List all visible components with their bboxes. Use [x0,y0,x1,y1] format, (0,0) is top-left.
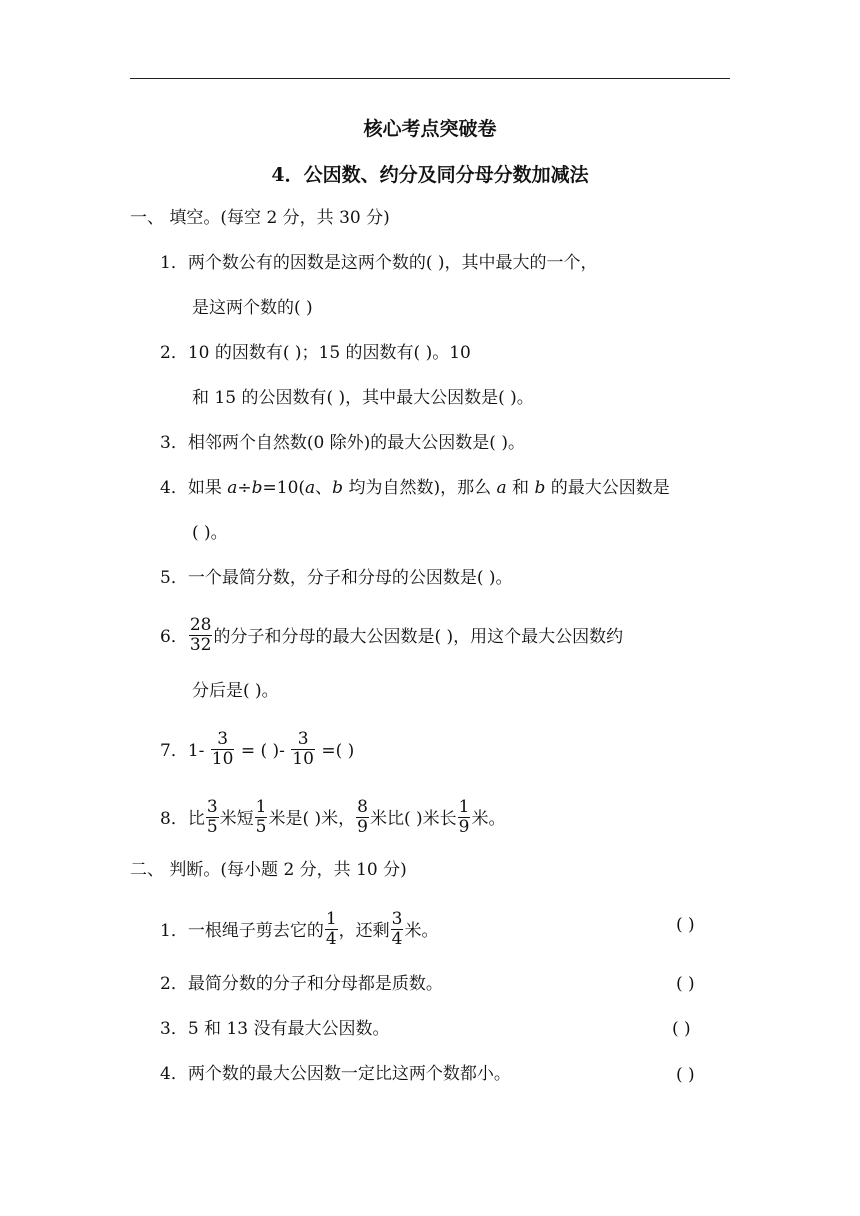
s1-q6-line2: 分后是( )。 [192,681,279,701]
q7-mid: = ( )- [235,741,291,761]
s2-q2-answer-paren[interactable]: ( ) [676,974,695,994]
s1-q4-line2: ( )。 [192,523,228,543]
q7-f1-denominator: 10 [211,749,234,769]
q7-f2-numerator: 3 [291,730,315,750]
q7-prefix: 7．1- [160,741,210,761]
q8-f3-numerator: 8 [357,797,368,817]
q8-text-1: 米短 [219,809,254,829]
q8-f1-numerator: 3 [206,797,218,817]
q8-f1-denominator: 5 [206,817,218,837]
section1-heading: 一、 填空。(每空 2 分，共 30 分) [130,208,390,228]
q8-f4-denominator: 9 [458,817,470,837]
q7-f2-denominator: 10 [292,749,314,769]
s1-q8 [160,797,506,839]
q4-text-a: 4．如果 [160,478,228,498]
q4-var-a3: a [496,478,507,498]
q8-prefix: 8．比 [160,809,205,829]
s2-q1-f1-denominator: 4 [325,929,337,949]
q8-f3-denominator: 9 [357,817,368,837]
q4-var-b2: b [332,478,344,498]
s1-q4-line1 [160,476,670,500]
s1-q6-line1 [160,615,624,657]
q4-div: ÷ [237,478,252,498]
q6-fraction [189,616,213,655]
q7-fraction-1 [211,730,235,769]
s2-q1-prefix: 1．一根绳子剪去它的 [160,921,324,941]
s2-q4-answer-paren[interactable]: ( ) [676,1065,695,1085]
s2-q1-end: 米。 [404,921,439,941]
q4-var-a2: a [305,478,316,498]
s2-q1-answer-paren[interactable]: ( ) [676,915,695,935]
s2-q4: 4．两个数的最大公因数一定比这两个数都小。 [160,1064,511,1084]
q8-f4-numerator: 1 [458,797,470,817]
s1-q7 [160,729,355,771]
q6-frac-numerator: 28 [189,615,212,635]
section2-heading: 二、 判断。(每小题 2 分，共 10 分) [130,860,407,880]
q4-var-b3: b [534,478,546,498]
s1-q2-line2: 和 15 的公因数有( )，其中最大公因数是( )。 [192,388,534,408]
s1-q5: 5．一个最简分数，分子和分母的公因数是( )。 [160,568,513,588]
page-subtitle: 4．公因数、约分及同分母分数加减法 [271,164,589,186]
q4-sep: 、 [315,478,333,498]
q8-fraction-2 [255,798,268,837]
s2-q3-answer-paren[interactable]: ( ) [672,1019,691,1039]
q8-fraction-3 [356,798,369,837]
q6-text: 的分子和分母的最大公因数是( )，用这个最大公因数约 [213,627,624,647]
s1-q3: 3．相邻两个自然数(0 除外)的最大公因数是( )。 [160,433,525,453]
q8-text-4: 米。 [471,809,506,829]
s2-q1-fraction-1 [325,910,338,949]
page-title: 核心考点突破卷 [363,118,497,140]
s2-q1-f2-denominator: 4 [391,929,403,949]
q6-frac-denominator: 32 [189,635,212,655]
q7-end: =( ) [315,741,355,761]
top-rule [130,78,730,79]
q7-f1-numerator: 3 [211,730,235,750]
q4-text-b: =10( [262,478,306,498]
q4-var-a: a [227,478,238,498]
q6-prefix: 6． [160,627,188,647]
s2-q1-f2-numerator: 3 [391,909,403,929]
q8-f2-numerator: 1 [255,797,267,817]
q8-fraction-1 [206,798,219,837]
q4-var-b: b [251,478,263,498]
q8-f2-denominator: 5 [255,817,267,837]
q8-fraction-4 [458,798,471,837]
s2-q1 [160,909,439,951]
s2-q3: 3．5 和 13 没有最大公因数。 [160,1019,390,1039]
q8-text-3: 米比( )米长 [369,809,457,829]
q4-text-c: 均为自然数)，那么 [343,478,497,498]
q4-and: 和 [506,478,535,498]
s1-q1-line2: 是这两个数的( ) [192,298,313,318]
s1-q1-line1: 1．两个数公有的因数是这两个数的( )，其中最大的一个， [160,253,598,273]
s2-q2: 2．最简分数的分子和分母都是质数。 [160,974,443,994]
q7-fraction-2 [291,730,315,769]
s1-q2-line1: 2．10 的因数有( )；15 的因数有( )。10 [160,343,471,363]
s2-q1-fraction-2 [391,910,404,949]
q8-text-2: 米是( )米， [268,809,356,829]
s2-q1-f1-numerator: 1 [325,909,337,929]
s2-q1-mid: ，还剩 [338,921,390,941]
q4-text-d: 的最大公因数是 [545,478,670,498]
